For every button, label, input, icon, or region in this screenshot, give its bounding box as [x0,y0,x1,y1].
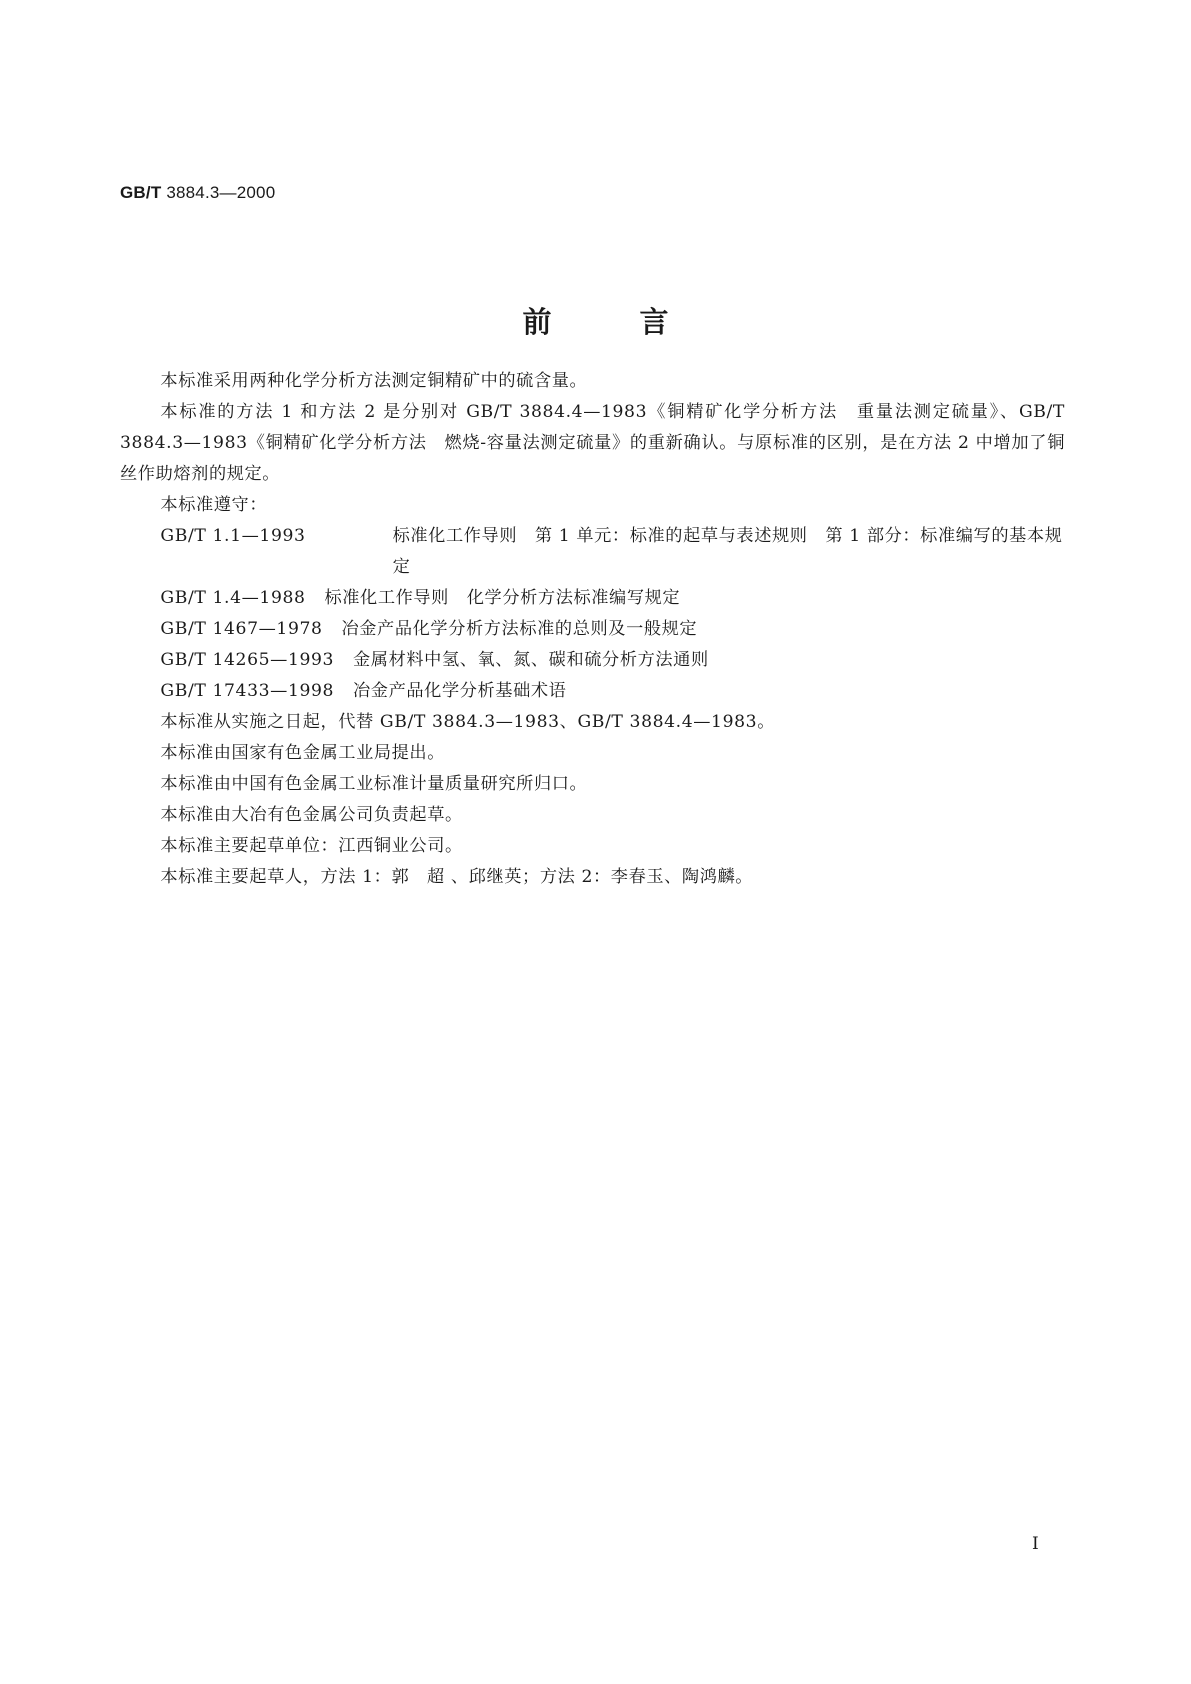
standard-item [120,521,1065,583]
standard-title: 标准化工作导则 第 1 单元：标准的起草与表述规则 第 1 部分：标准编写的基本规定 [392,526,1063,577]
paragraph-confirmation: 本标准的方法 1 和方法 2 是分别对 GB/T 3884.4—1983《铜精矿化学分析方法 重量法测定硫量》、GB/T 3884.3—1983《铜精矿化学分析方法 燃烧-容量法测定硫量》的重新确认。与原标准的区别，是在方法 2 中增加了铜丝作助熔剂的规定。 [120,402,1065,484]
paragraph-centralized: 本标准由中国有色金属工业标准计量质量研究所归口。 [160,774,588,794]
standard-code: GB/T 1.4—1988 [160,588,306,608]
paragraph-proposer: 本标准由国家有色金属工业局提出。 [160,743,446,763]
paragraph-compliance-intro: 本标准遵守： [160,495,268,515]
foreword-body [120,366,1065,893]
standard-item [120,645,1065,676]
standard-item [120,676,1065,707]
document-code-prefix: GB/T [120,183,162,202]
page-number: I [1032,1534,1039,1554]
standard-item [120,583,1065,614]
standard-title: 冶金产品化学分析方法标准的总则及一般规定 [341,619,698,639]
standard-title: 金属材料中氢、氧、氮、碳和硫分析方法通则 [353,650,709,670]
standard-code: GB/T 1467—1978 [160,619,323,639]
paragraph-drafting-unit: 本标准主要起草单位：江西铜业公司。 [160,836,463,856]
standard-code: GB/T 1.1—1993 [160,526,306,546]
standard-title: 冶金产品化学分析基础术语 [353,681,567,701]
page-title: 前言 [522,305,757,339]
document-code-number: 3884.3—2000 [161,183,276,202]
standard-code: GB/T 17433—1998 [160,681,335,701]
paragraph-replacement: 本标准从实施之日起，代替 GB/T 3884.3—1983、GB/T 3884.4—1983。 [160,712,775,732]
paragraph-drafting-org: 本标准由大冶有色金属公司负责起草。 [160,805,463,825]
standard-title: 标准化工作导则 化学分析方法标准编写规定 [324,588,681,608]
paragraph-drafters: 本标准主要起草人，方法 1：郭 超 、邱继英；方法 2：李春玉、陶鸿麟。 [160,867,754,887]
standard-item [120,614,1065,645]
referenced-standards-list [120,521,1065,707]
paragraph-purpose: 本标准采用两种化学分析方法测定铜精矿中的硫含量。 [160,371,588,391]
standard-code: GB/T 14265—1993 [160,650,335,670]
document-code [120,183,275,203]
